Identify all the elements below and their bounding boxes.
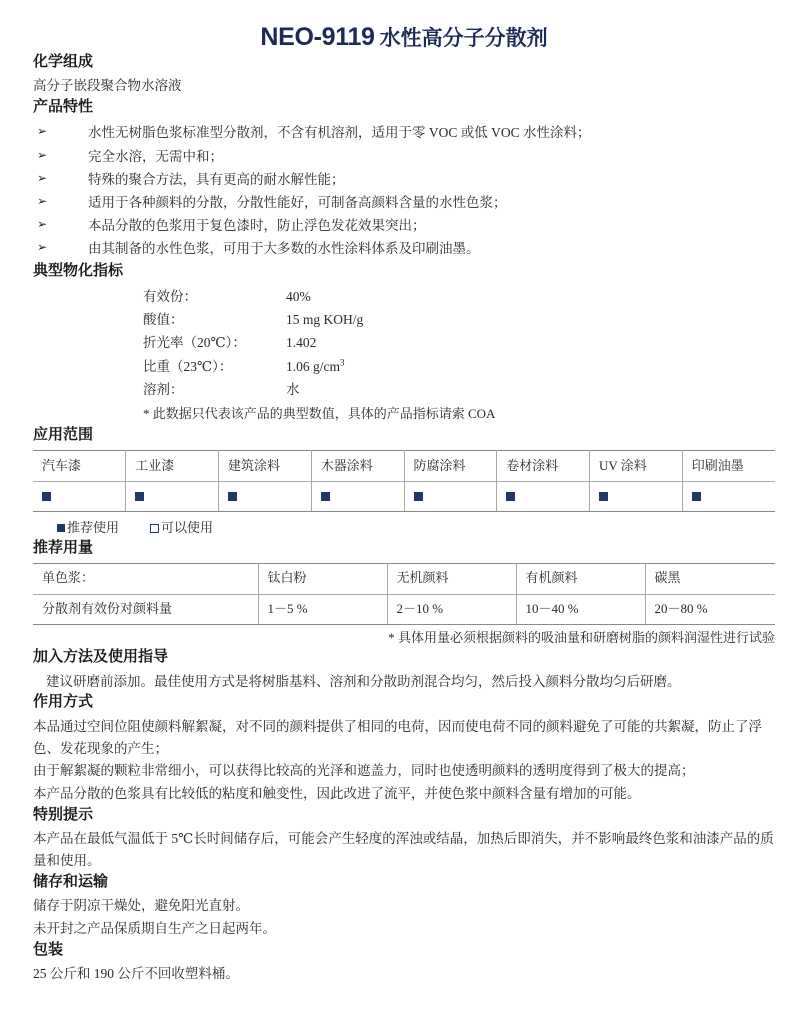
table-cell	[590, 482, 683, 512]
table-cell: 2－10 %	[387, 594, 516, 624]
table-cell	[33, 482, 126, 512]
bullet-arrow-icon: ➢	[37, 170, 48, 185]
bullet-arrow-icon: ➢	[37, 124, 48, 139]
table-column-header: 建筑涂料	[219, 451, 312, 482]
property-value-superscript: 3	[340, 357, 345, 368]
bullet-arrow-icon: ➢	[37, 217, 48, 232]
section-heading-storage: 储存和运输	[33, 874, 109, 891]
section-heading-applications: 应用范围	[33, 427, 94, 444]
properties-list	[143, 285, 775, 425]
usage-text: 建议研磨前添加。最佳使用方式是将树脂基料、溶剂和分散助剂混合均匀，然后投入颜料分散均匀后研磨。	[46, 673, 681, 689]
dosage-note: * 具体用量必须根据颜料的吸油量和研磨树脂的颜料润湿性进行试验	[388, 629, 775, 645]
table-column-header: 印刷油墨	[682, 451, 775, 482]
list-item	[33, 191, 775, 214]
bullet-arrow-icon: ➢	[37, 240, 48, 255]
property-row	[143, 285, 775, 308]
table-row	[33, 594, 775, 624]
list-item	[33, 168, 775, 191]
features-list	[33, 121, 775, 260]
list-item-text: 完全水溶，无需中和；	[88, 148, 223, 164]
table-cell	[311, 482, 404, 512]
table-column-header: UV 涂料	[590, 451, 683, 482]
table-column-header: 钛白粉	[258, 563, 387, 594]
list-item	[33, 214, 775, 237]
section-heading-packaging: 包装	[33, 942, 64, 959]
table-cell: 1－5 %	[258, 594, 387, 624]
table-column-header: 木器涂料	[311, 451, 404, 482]
list-item-text: 适用于各种颜料的分散，分散性能好，可制备高颜料含量的水性色浆；	[88, 195, 507, 211]
storage-line: 储存于阴凉干燥处，避免阳光直射。	[33, 898, 249, 914]
filled-square-icon	[57, 524, 65, 532]
page-title	[33, 22, 775, 52]
property-row	[143, 331, 775, 354]
legend-recommended	[57, 519, 119, 537]
applications-table	[33, 450, 775, 512]
table-row	[33, 482, 775, 512]
section-heading-dosage: 推荐用量	[33, 539, 94, 556]
property-value: 水	[286, 381, 300, 397]
section-heading-notice: 特别提示	[33, 807, 94, 824]
table-header-row	[33, 451, 775, 482]
table-column-header: 汽车漆	[33, 451, 126, 482]
list-item-text: 本品分散的色浆用于复色漆时，防止浮色发花效果突出；	[88, 218, 426, 234]
property-value: 40%	[286, 288, 311, 304]
property-label: 溶剂：	[143, 381, 184, 397]
property-label: 折光率（20℃）：	[143, 335, 246, 351]
section-heading-usage: 加入方法及使用指导	[33, 649, 169, 666]
recommended-square-icon	[228, 492, 237, 501]
table-header-row	[33, 563, 775, 594]
property-label: 比重（23℃）：	[143, 358, 233, 374]
recommended-square-icon	[692, 492, 701, 501]
storage-line: 未开封之产品保质期自生产之日起两年。	[33, 921, 276, 937]
section-heading-properties: 典型物化指标	[33, 262, 124, 279]
list-item	[33, 121, 775, 144]
legend-usable	[150, 519, 213, 537]
table-cell	[126, 482, 219, 512]
property-value-text: 1.06 g/cm	[286, 358, 340, 374]
property-label: 酸值：	[143, 312, 184, 328]
section-heading-composition: 化学组成	[33, 54, 94, 70]
table-column-header: 无机颜料	[387, 563, 516, 594]
composition-text: 高分子嵌段聚合物水溶液	[33, 78, 182, 94]
list-item-text: 水性无树脂色浆标准型分散剂，不含有机溶剂，适用于零 VOC 或低 VOC 水性涂料；	[88, 125, 591, 141]
table-cell: 20－80 %	[645, 594, 775, 624]
table-column-header: 卷材涂料	[497, 451, 590, 482]
property-label: 有效份：	[143, 288, 197, 304]
table-column-header: 单色浆：	[33, 563, 258, 594]
list-item	[33, 145, 775, 168]
property-value: 15 mg KOH/g	[286, 312, 364, 328]
applications-legend	[57, 519, 775, 537]
recommended-square-icon	[414, 492, 423, 501]
product-name: 水性高分子分散剂	[379, 26, 548, 50]
bullet-arrow-icon: ➢	[37, 147, 48, 162]
section-heading-features: 产品特性	[33, 99, 94, 116]
table-column-header: 工业漆	[126, 451, 219, 482]
property-value: 1.402	[286, 335, 317, 351]
dosage-table	[33, 563, 775, 625]
packaging-text: 25 公斤和 190 公斤不回收塑料桶。	[33, 966, 239, 982]
bullet-arrow-icon: ➢	[37, 194, 48, 209]
table-cell: 10－40 %	[516, 594, 645, 624]
hollow-square-icon	[150, 524, 159, 533]
list-item	[33, 237, 775, 260]
recommended-square-icon	[135, 492, 144, 501]
recommended-square-icon	[42, 492, 51, 501]
table-cell	[497, 482, 590, 512]
mechanism-paragraph: 由于解絮凝的颗粒非常细小，可以获得比较高的光泽和遮盖力，同时也使透明颜料的透明度得到了极大的提高；	[33, 763, 695, 779]
table-cell	[404, 482, 497, 512]
property-row	[143, 378, 775, 401]
properties-note: * 此数据只代表该产品的典型数值，具体的产品指标请索 COA	[143, 406, 496, 422]
recommended-square-icon	[599, 492, 608, 501]
recommended-square-icon	[321, 492, 330, 501]
product-code: NEO-9119	[260, 23, 375, 51]
section-heading-mechanism: 作用方式	[33, 694, 94, 711]
legend-recommended-label: 推荐使用	[67, 520, 120, 536]
list-item-text: 特殊的聚合方法，具有更高的耐水解性能；	[88, 171, 345, 187]
property-row	[143, 308, 775, 331]
list-item-text: 由其制备的水性色浆，可用于大多数的水性涂料体系及印刷油墨。	[88, 241, 480, 257]
property-row	[143, 355, 775, 378]
mechanism-paragraph: 本产品分散的色浆具有比较低的粘度和触变性，因此改进了流平，并使色浆中颜料含量有增加的可能。	[33, 786, 641, 802]
table-cell	[219, 482, 312, 512]
property-value	[286, 355, 775, 378]
table-column-header: 防腐涂料	[404, 451, 497, 482]
table-cell	[682, 482, 775, 512]
table-column-header: 碳黑	[645, 563, 775, 594]
notice-text: 本产品在最低气温低于 5℃长时间储存后，可能会产生轻度的浑浊或结晶，加热后即消失，并不影响最终色浆和油漆产品的质量和使用。	[33, 831, 774, 869]
recommended-square-icon	[506, 492, 515, 501]
table-cell: 分散剂有效份对颜料量	[33, 594, 258, 624]
table-column-header: 有机颜料	[516, 563, 645, 594]
mechanism-paragraph: 本品通过空间位阻使颜料解絮凝，对不同的颜料提供了相同的电荷，因而使电荷不同的颜料避免了可能的共絮凝，防止了浮色、发花现象的产生；	[33, 718, 762, 756]
legend-usable-label: 可以使用	[161, 520, 214, 536]
